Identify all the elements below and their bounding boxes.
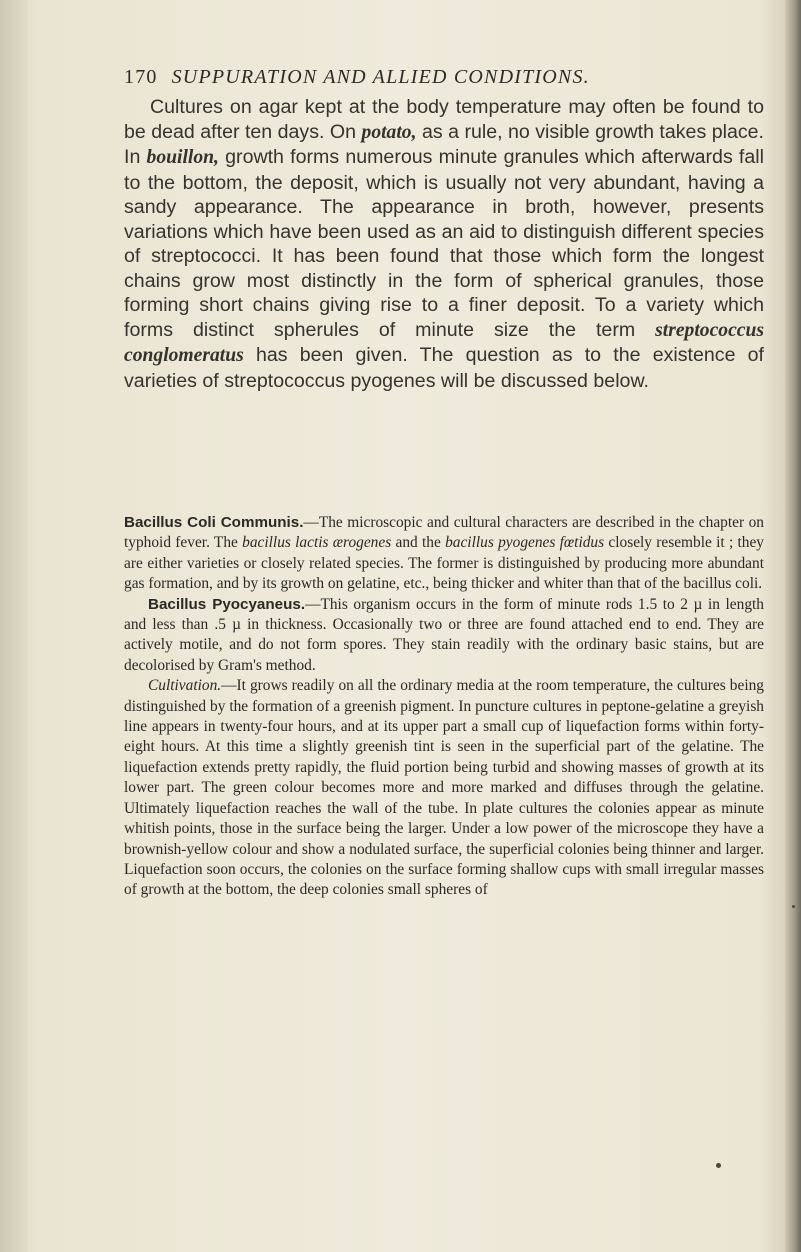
italic-term-streptococcus-conglomeratus: streptococcus conglomeratus: [124, 319, 764, 366]
text-run: closely resemble it ; they are either varieties or closely related species. The former is distinguished by producing more abundant gas formation, and by its growth on gelatine, etc., being thicker and whiter than that of the bacillus coli.: [124, 534, 765, 593]
text-run: —The microscopic and cultural characters are described in the chapter on typhoid fever. The: [124, 514, 764, 552]
section-heading-bacillus-pyocyaneus: Bacillus Pyocyaneus.: [148, 595, 306, 613]
page-left-shadow: [0, 0, 28, 1252]
text-run: growth forms numerous minute granules which afterwards fall to the bottom, the deposit, which is usually not very abundant, having a sandy appearance. The appearance in broth, however, presents variations which have been used as an aid to distinguish different species of streptococci. It has been found that those which form the longest chains grow most distinctly in the form of spherical granules, those forming short chains giving rise to a finer deposit. To a variety which forms distinct spherules of minute size the term: [124, 146, 764, 341]
italic-term-lactis-aerogenes: bacillus lactis ærogenes: [242, 534, 392, 552]
section-heading-bacillus-coli: Bacillus Coli Communis.: [124, 514, 304, 531]
text-run: —This organism occurs in the form of minute rods 1.5 to 2 µ in length and less than .5 µ in thickness. Occasionally two or three are found attached end to end. They are actively motile, and do not form spores. They stain readily with the ordinary basic stains, but are decolorised by Gram's method.: [124, 595, 765, 674]
italic-term-pyogenes-foetidus: bacillus pyogenes fœtidus: [445, 534, 605, 552]
bacillus-pyocyaneus-paragraph: [124, 595, 764, 677]
ink-speck: [792, 905, 795, 908]
running-title: SUPPURATION AND ALLIED CONDITIONS.: [171, 66, 590, 88]
cultures-paragraph: [124, 95, 764, 393]
running-header: [124, 66, 764, 89]
text-run: and the: [391, 534, 446, 552]
text-run: as a rule, no visible growth takes place. In: [124, 120, 764, 168]
text-run: —It grows readily on all the ordinary media at the room temperature, the cultures being distinguished by the formation of a greenish pigment. In puncture cultures in peptone-gelatine a greyish line appears in twenty-four hours, and at its upper part a small cup of liquefaction forms within forty-eight hours. At this time a slightly greenish tint is seen in the superficial part of the gelatine. The liquefaction extends pretty rapidly, the fluid portion being turbid and showing masses of growth at its lower part. The green colour becomes more and more marked and diffuses through the gelatine. Ultimately liquefaction reaches the wall of the tube. In plate cultures the colonies appear as minute whitish points, those in the surface being the larger. Under a low power of the microscope they have a brownish-yellow colour and show a nodulated surface, the superficial colonies being thinner and larger. Liquefaction soon occurs, the colonies on the surface forming shallow cups with small irregular masses of growth at the bottom, the deep colonies small spheres of: [124, 677, 764, 899]
small-print-block: [124, 513, 764, 901]
text-run: has been given. The question as to the existence of varieties of streptococcus pyogenes will be discussed below.: [124, 344, 764, 392]
italic-term-potato: potato,: [361, 121, 417, 143]
italic-term-bouillon: bouillon,: [146, 147, 219, 168]
bacillus-coli-paragraph: [124, 513, 764, 595]
page-right-edge: [785, 0, 801, 1252]
subheading-cultivation: Cultivation.: [148, 677, 222, 695]
main-text-block: [124, 95, 764, 393]
page-number: 170: [124, 66, 158, 88]
text-run: Cultures on agar kept at the body temperature may often be found to be dead after ten days. On: [124, 96, 764, 143]
ink-speck: [716, 1163, 721, 1168]
cultivation-paragraph: [124, 676, 764, 900]
